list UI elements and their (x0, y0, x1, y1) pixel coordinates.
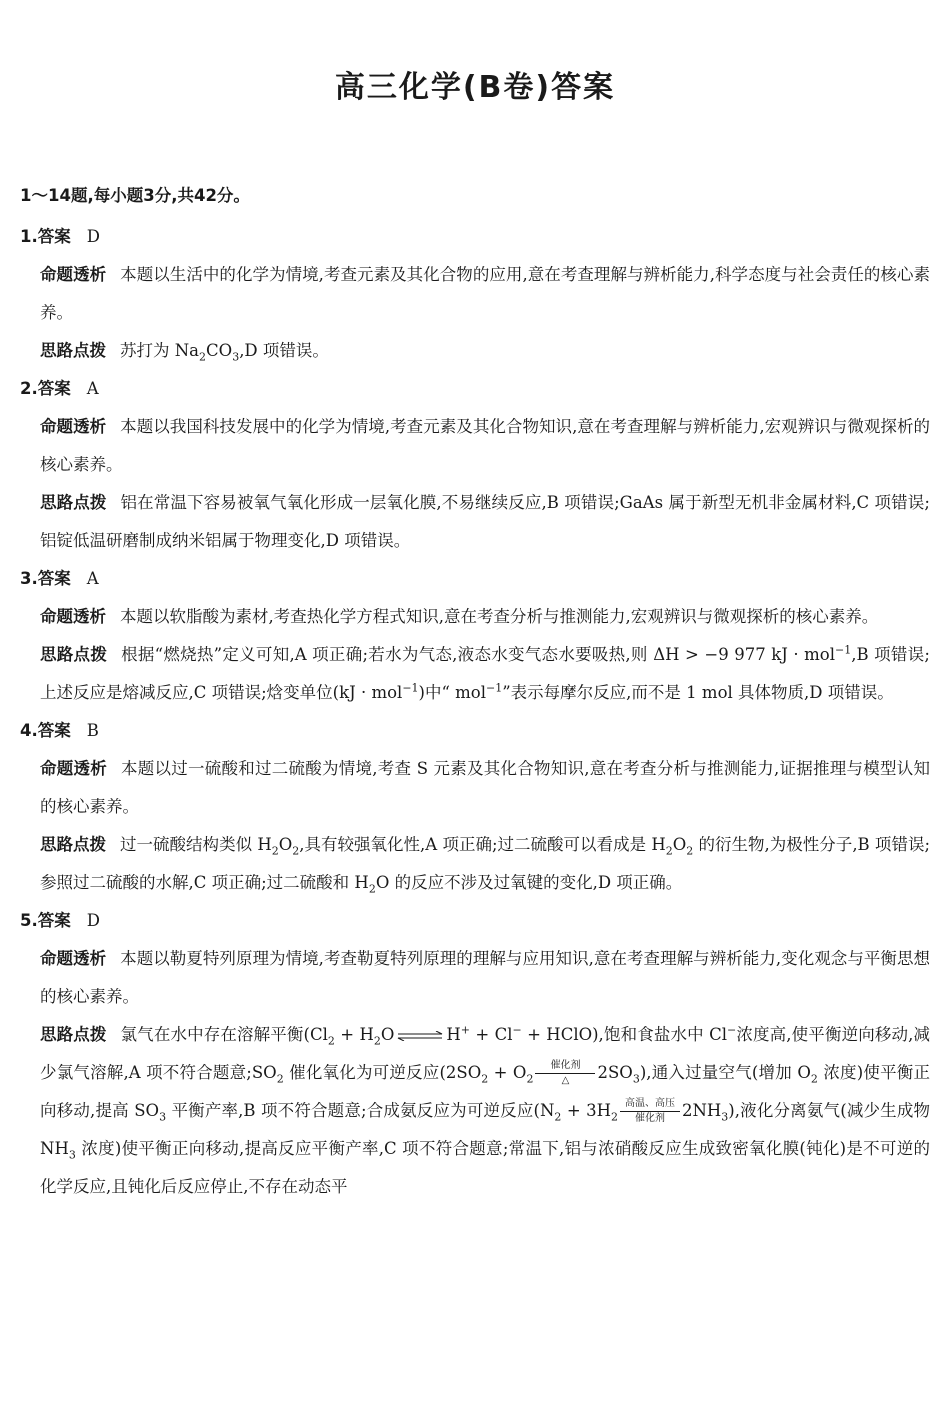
catalyst-arrow-1: 催化剂 △ (535, 1060, 595, 1087)
page-title: 高三化学(B卷)答案 (334, 70, 616, 105)
question-5-analysis: 命题透析 本题以勒夏特列原理为情境,考查勒夏特列原理的理解与应用知识,意在考查理解与辨析能力,变化观念与平衡思想的核心素养。 (40, 949, 930, 1006)
reversible-arrow-icon (620, 1111, 680, 1112)
question-5-hint: 思路点拨 氯气在水中存在溶解平衡($Cl_2 + H_2O$ H+ + Cl− + HClO),饱和食盐水中 Cl−浓度高,使平衡逆向移动,减少氯气溶解,A 项不符合题意$;SO_2$ 催化氧化为可逆反应($2SO_2 + O_2$催化剂 △ $2SO_3$),通入过量空气(增加 $O_2$ 浓度)使平衡正向移动,提高 $SO_3$ 平衡产率,B 项不符合题意;合成氨反应为可逆反应($N_2 + 3H_2$高温、高压 催化剂 $2NH_3$),液化分离氨气(减少生成物 $NH_3$ 浓度)使平衡正向移动,提高反应平衡产率,C 项不符合题意;常温下,铝与浓硝酸反应生成致密氧化膜(钝化)是不可逆的化学反应,且钝化后反应停止,不存在动态平 (40, 1023, 931, 1196)
question-5-header: 5.答案 D (20, 911, 100, 930)
answer-content (20, 218, 930, 1206)
question-3-hint: 思路点拨 根据“燃烧热”定义可知,A 项正确;若水为气态,液态水变气态水要吸热,则 ΔH > −9 977 kJ · mol$^{-1}$,B 项错误;上述反应是熔减反应,C 项错误;焓变单位(kJ · mol$^{-1}$)中“ mol$^{-1}$”表示每摩尔反应,而不是 1 mol 具体物质,D 项错误。 (40, 643, 930, 702)
reversible-arrow-icon (535, 1073, 595, 1074)
question-4-header: 4.答案 B (20, 721, 99, 740)
equilibrium-arrow-icon (396, 1026, 444, 1046)
question-1-header: 1.答案 D (20, 227, 100, 246)
question-2-analysis: 命题透析 本题以我国科技发展中的化学为情境,考查元素及其化合物知识,意在考查理解与辨析能力,宏观辨识与微观探析的核心素养。 (40, 417, 930, 474)
question-1-analysis: 命题透析 本题以生活中的化学为情境,考查元素及其化合物的应用,意在考查理解与辨析能力,科学态度与社会责任的核心素养。 (40, 265, 930, 322)
question-3-answer: A (86, 569, 99, 588)
question-1-hint: 思路点拨 苏打为 $Na_2CO_3,D$ 项错误。 (40, 341, 329, 364)
question-2-answer: A (86, 379, 99, 398)
question-4-hint: 思路点拨 过一硫酸结构类似 $H_2O_2$,具有较强氧化性,A 项正确;过二硫酸可以看成是 $H_2O_2$ 的衍生物,为极性分子,B 项错误;参照过二硫酸的水解,C 项正确;过二硫酸和 $H_2O$ 的反应不涉及过氧键的变化,D 项正确。 (40, 835, 931, 896)
question-2-header: 2.答案 A (20, 379, 99, 398)
question-3-analysis: 命题透析 本题以软脂酸为素材,考查热化学方程式知识,意在考查分析与推测能力,宏观辨识与微观探析的核心素养。 (40, 607, 879, 626)
question-3-header: 3.答案 A (20, 569, 99, 588)
catalyst-arrow-2: 高温、高压 催化剂 (620, 1098, 680, 1125)
question-1-answer: D (86, 227, 100, 246)
question-2-hint: 思路点拨 铝在常温下容易被氧气氧化形成一层氧化膜,不易继续反应,B 项错误;GaAs 属于新型无机非金属材料,C 项错误;铝锭低温研磨制成纳米铝属于物理变化,D 项错误。 (40, 493, 930, 550)
question-4-analysis: 命题透析 本题以过一硫酸和过二硫酸为情境,考查 S 元素及其化合物知识,意在考查分析与推测能力,证据推理与模型认知的核心素养。 (40, 759, 930, 816)
question-4-answer: B (86, 721, 99, 740)
question-5-answer: D (86, 911, 100, 930)
section-intro: 1～14题,每小题3分,共42分。 (20, 186, 250, 205)
